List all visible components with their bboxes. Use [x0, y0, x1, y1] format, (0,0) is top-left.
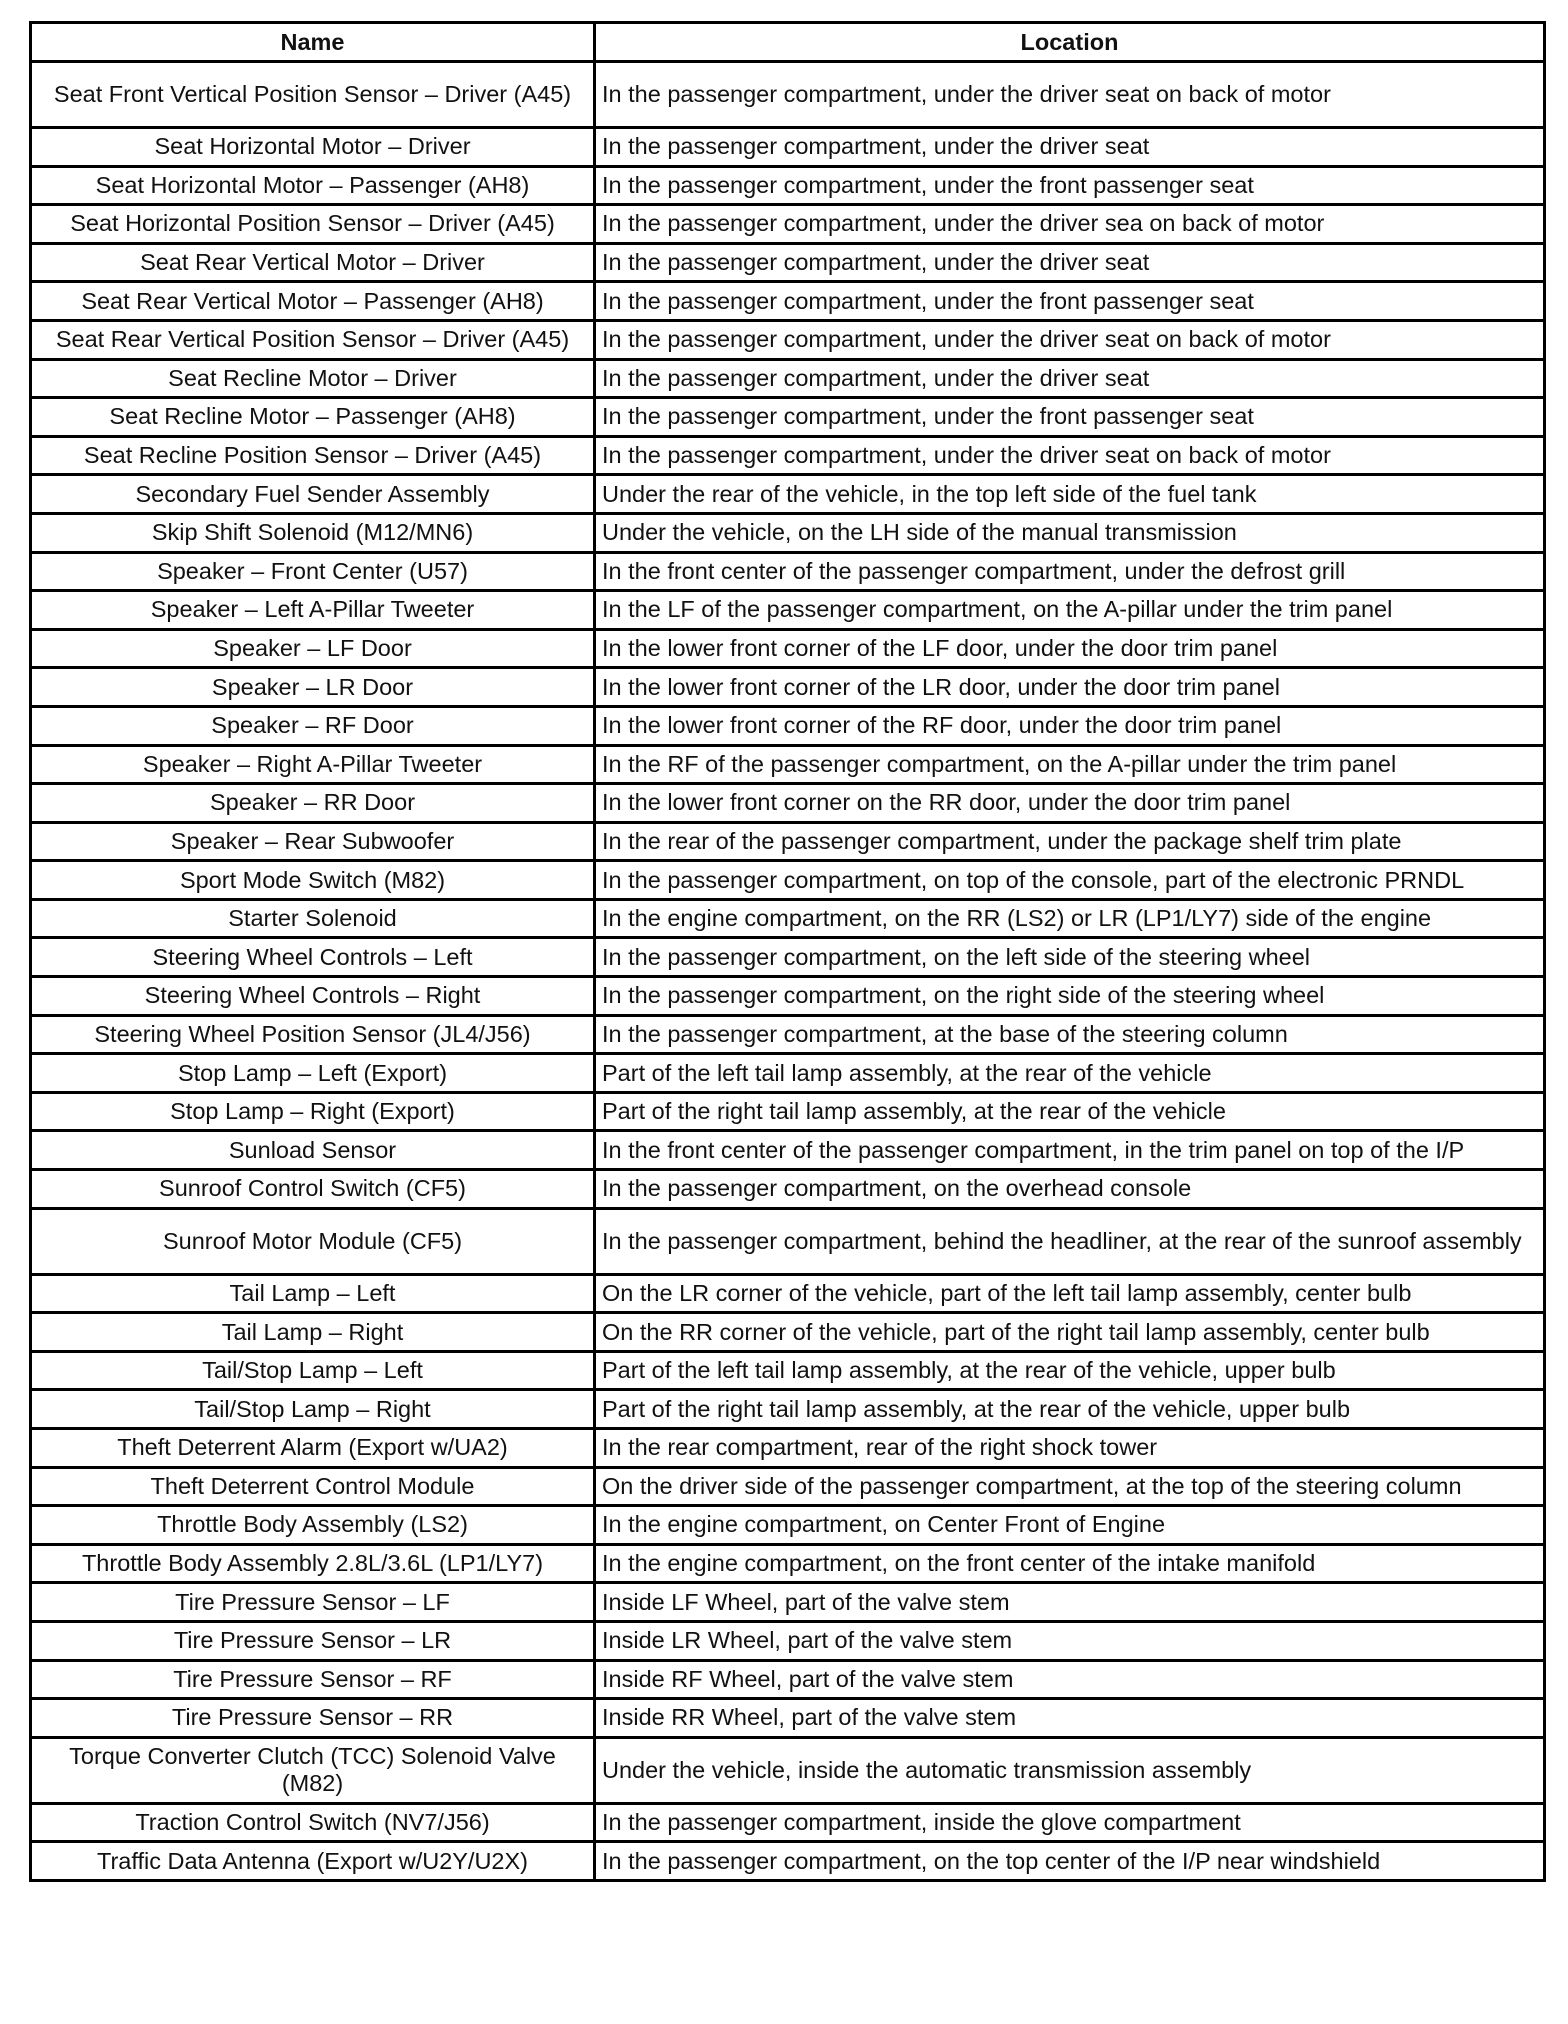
table-row	[31, 1842, 1545, 1881]
component-location-cell: Under the rear of the vehicle, in the top left side of the fuel tank	[595, 475, 1545, 514]
component-location-cell: In the rear of the passenger compartment, under the package shelf trim plate	[595, 822, 1545, 861]
component-location-cell: In the engine compartment, on the front center of the intake manifold	[595, 1544, 1545, 1583]
component-name-cell: Starter Solenoid	[31, 899, 595, 938]
table-row	[31, 938, 1545, 977]
component-location-cell: In the RF of the passenger compartment, on the A-pillar under the trim panel	[595, 745, 1545, 784]
component-location-cell: In the passenger compartment, under the front passenger seat	[595, 398, 1545, 437]
table-row	[31, 62, 1545, 128]
table-row	[31, 668, 1545, 707]
component-location-cell: In the passenger compartment, under the front passenger seat	[595, 166, 1545, 205]
component-name-cell: Traction Control Switch (NV7/J56)	[31, 1803, 595, 1842]
table-row	[31, 1583, 1545, 1622]
component-location-cell: On the driver side of the passenger compartment, at the top of the steering column	[595, 1467, 1545, 1506]
table-row	[31, 205, 1545, 244]
table-row	[31, 1092, 1545, 1131]
component-location-cell: In the lower front corner of the RF door, under the door trim panel	[595, 706, 1545, 745]
component-name-cell: Stop Lamp – Right (Export)	[31, 1092, 595, 1131]
component-location-cell: On the RR corner of the vehicle, part of the right tail lamp assembly, center bulb	[595, 1313, 1545, 1352]
table-row	[31, 1544, 1545, 1583]
table-row	[31, 745, 1545, 784]
table-row	[31, 243, 1545, 282]
component-name-cell: Sunroof Motor Module (CF5)	[31, 1208, 595, 1274]
component-name-cell: Tire Pressure Sensor – LF	[31, 1583, 595, 1622]
component-name-cell: Sunload Sensor	[31, 1131, 595, 1170]
component-location-cell: Part of the right tail lamp assembly, at the rear of the vehicle, upper bulb	[595, 1390, 1545, 1429]
component-name-cell: Speaker – RF Door	[31, 706, 595, 745]
component-location-cell: In the passenger compartment, on the overhead console	[595, 1170, 1545, 1209]
component-location-cell: In the lower front corner of the LR door, under the door trim panel	[595, 668, 1545, 707]
table-row	[31, 436, 1545, 475]
table-row	[31, 1467, 1545, 1506]
component-name-cell: Seat Horizontal Motor – Driver	[31, 128, 595, 167]
table-row	[31, 166, 1545, 205]
table-row	[31, 282, 1545, 321]
table-row	[31, 899, 1545, 938]
table-row	[31, 1313, 1545, 1352]
component-location-cell: On the LR corner of the vehicle, part of the left tail lamp assembly, center bulb	[595, 1274, 1545, 1313]
component-name-cell: Steering Wheel Position Sensor (JL4/J56)	[31, 1015, 595, 1054]
component-location-cell: In the engine compartment, on Center Front of Engine	[595, 1506, 1545, 1545]
table-row	[31, 822, 1545, 861]
component-location-cell: In the lower front corner of the LF door, under the door trim panel	[595, 629, 1545, 668]
component-location-cell: Inside RF Wheel, part of the valve stem	[595, 1660, 1545, 1699]
component-location-cell: In the passenger compartment, on the top center of the I/P near windshield	[595, 1842, 1545, 1881]
table-row	[31, 359, 1545, 398]
component-location-cell: In the passenger compartment, at the base of the steering column	[595, 1015, 1545, 1054]
component-location-cell: In the passenger compartment, under the driver seat	[595, 128, 1545, 167]
component-location-cell: In the passenger compartment, inside the glove compartment	[595, 1803, 1545, 1842]
component-name-cell: Speaker – LR Door	[31, 668, 595, 707]
component-name-cell: Tail Lamp – Left	[31, 1274, 595, 1313]
table-header-row	[31, 23, 1545, 62]
component-name-cell: Stop Lamp – Left (Export)	[31, 1054, 595, 1093]
table-row	[31, 784, 1545, 823]
component-name-cell: Theft Deterrent Alarm (Export w/UA2)	[31, 1429, 595, 1468]
component-location-cell: In the passenger compartment, behind the headliner, at the rear of the sunroof assembly	[595, 1208, 1545, 1274]
component-location-table	[29, 21, 1546, 1882]
table-row	[31, 475, 1545, 514]
component-name-cell: Speaker – Rear Subwoofer	[31, 822, 595, 861]
table-row	[31, 1699, 1545, 1738]
component-location-cell: Part of the left tail lamp assembly, at the rear of the vehicle	[595, 1054, 1545, 1093]
component-location-cell: In the passenger compartment, under the driver seat	[595, 359, 1545, 398]
table-row	[31, 1803, 1545, 1842]
table-row	[31, 1506, 1545, 1545]
table-row	[31, 320, 1545, 359]
name-column-header: Name	[31, 23, 595, 62]
table-row	[31, 1390, 1545, 1429]
component-location-cell: In the passenger compartment, on the right side of the steering wheel	[595, 977, 1545, 1016]
component-name-cell: Speaker – Right A-Pillar Tweeter	[31, 745, 595, 784]
component-name-cell: Tire Pressure Sensor – LR	[31, 1621, 595, 1660]
component-name-cell: Seat Front Vertical Position Sensor – Driver (A45)	[31, 62, 595, 128]
component-location-cell: In the front center of the passenger compartment, under the defrost grill	[595, 552, 1545, 591]
component-name-cell: Seat Rear Vertical Position Sensor – Driver (A45)	[31, 320, 595, 359]
table-row	[31, 1351, 1545, 1390]
component-name-cell: Secondary Fuel Sender Assembly	[31, 475, 595, 514]
component-name-cell: Steering Wheel Controls – Right	[31, 977, 595, 1016]
component-name-cell: Traffic Data Antenna (Export w/U2Y/U2X)	[31, 1842, 595, 1881]
component-location-cell: In the passenger compartment, under the driver seat on back of motor	[595, 436, 1545, 475]
component-location-cell: In the rear compartment, rear of the right shock tower	[595, 1429, 1545, 1468]
component-location-cell: Inside RR Wheel, part of the valve stem	[595, 1699, 1545, 1738]
component-location-cell: Inside LR Wheel, part of the valve stem	[595, 1621, 1545, 1660]
component-name-cell: Seat Horizontal Motor – Passenger (AH8)	[31, 166, 595, 205]
component-name-cell: Seat Recline Position Sensor – Driver (A45)	[31, 436, 595, 475]
component-name-cell: Tire Pressure Sensor – RF	[31, 1660, 595, 1699]
component-location-cell: In the passenger compartment, under the driver sea on back of motor	[595, 205, 1545, 244]
component-location-cell: Part of the right tail lamp assembly, at the rear of the vehicle	[595, 1092, 1545, 1131]
location-column-header: Location	[595, 23, 1545, 62]
table-row	[31, 1208, 1545, 1274]
component-name-cell: Speaker – Front Center (U57)	[31, 552, 595, 591]
component-name-cell: Tail Lamp – Right	[31, 1313, 595, 1352]
component-name-cell: Seat Recline Motor – Driver	[31, 359, 595, 398]
component-name-cell: Tail/Stop Lamp – Right	[31, 1390, 595, 1429]
table-row	[31, 591, 1545, 630]
component-name-cell: Sunroof Control Switch (CF5)	[31, 1170, 595, 1209]
component-location-cell: Under the vehicle, inside the automatic transmission assembly	[595, 1737, 1545, 1803]
component-location-cell: In the passenger compartment, under the front passenger seat	[595, 282, 1545, 321]
table-row	[31, 1015, 1545, 1054]
component-name-cell: Tail/Stop Lamp – Left	[31, 1351, 595, 1390]
component-name-cell: Speaker – Left A-Pillar Tweeter	[31, 591, 595, 630]
table-row	[31, 1737, 1545, 1803]
component-location-cell: In the passenger compartment, under the driver seat on back of motor	[595, 62, 1545, 128]
table-row	[31, 1170, 1545, 1209]
table-row	[31, 398, 1545, 437]
table-row	[31, 1054, 1545, 1093]
component-location-cell: Under the vehicle, on the LH side of the manual transmission	[595, 513, 1545, 552]
table-row	[31, 1274, 1545, 1313]
component-name-cell: Torque Converter Clutch (TCC) Solenoid Valve (M82)	[31, 1737, 595, 1803]
table-body	[31, 62, 1545, 1881]
table-row	[31, 128, 1545, 167]
table-row	[31, 513, 1545, 552]
component-location-cell: In the passenger compartment, under the driver seat	[595, 243, 1545, 282]
table-row	[31, 977, 1545, 1016]
table-row	[31, 1131, 1545, 1170]
component-location-cell: In the lower front corner on the RR door, under the door trim panel	[595, 784, 1545, 823]
component-location-cell: Part of the left tail lamp assembly, at the rear of the vehicle, upper bulb	[595, 1351, 1545, 1390]
component-name-cell: Throttle Body Assembly 2.8L/3.6L (LP1/LY7)	[31, 1544, 595, 1583]
component-name-cell: Skip Shift Solenoid (M12/MN6)	[31, 513, 595, 552]
component-name-cell: Seat Recline Motor – Passenger (AH8)	[31, 398, 595, 437]
component-name-cell: Throttle Body Assembly (LS2)	[31, 1506, 595, 1545]
component-name-cell: Tire Pressure Sensor – RR	[31, 1699, 595, 1738]
component-location-cell: In the passenger compartment, on the left side of the steering wheel	[595, 938, 1545, 977]
component-name-cell: Seat Horizontal Position Sensor – Driver (A45)	[31, 205, 595, 244]
component-location-cell: Inside LF Wheel, part of the valve stem	[595, 1583, 1545, 1622]
component-location-cell: In the front center of the passenger compartment, in the trim panel on top of the I/P	[595, 1131, 1545, 1170]
component-location-cell: In the passenger compartment, under the driver seat on back of motor	[595, 320, 1545, 359]
table-row	[31, 552, 1545, 591]
table-row	[31, 1660, 1545, 1699]
component-name-cell: Seat Rear Vertical Motor – Driver	[31, 243, 595, 282]
component-location-cell: In the passenger compartment, on top of the console, part of the electronic PRNDL	[595, 861, 1545, 900]
component-name-cell: Theft Deterrent Control Module	[31, 1467, 595, 1506]
table-row	[31, 706, 1545, 745]
component-name-cell: Seat Rear Vertical Motor – Passenger (AH8)	[31, 282, 595, 321]
table-row	[31, 1621, 1545, 1660]
component-name-cell: Sport Mode Switch (M82)	[31, 861, 595, 900]
table-row	[31, 629, 1545, 668]
component-location-cell: In the LF of the passenger compartment, on the A-pillar under the trim panel	[595, 591, 1545, 630]
component-name-cell: Speaker – RR Door	[31, 784, 595, 823]
table-row	[31, 861, 1545, 900]
component-name-cell: Steering Wheel Controls – Left	[31, 938, 595, 977]
table-row	[31, 1429, 1545, 1468]
component-location-cell: In the engine compartment, on the RR (LS2) or LR (LP1/LY7) side of the engine	[595, 899, 1545, 938]
component-name-cell: Speaker – LF Door	[31, 629, 595, 668]
